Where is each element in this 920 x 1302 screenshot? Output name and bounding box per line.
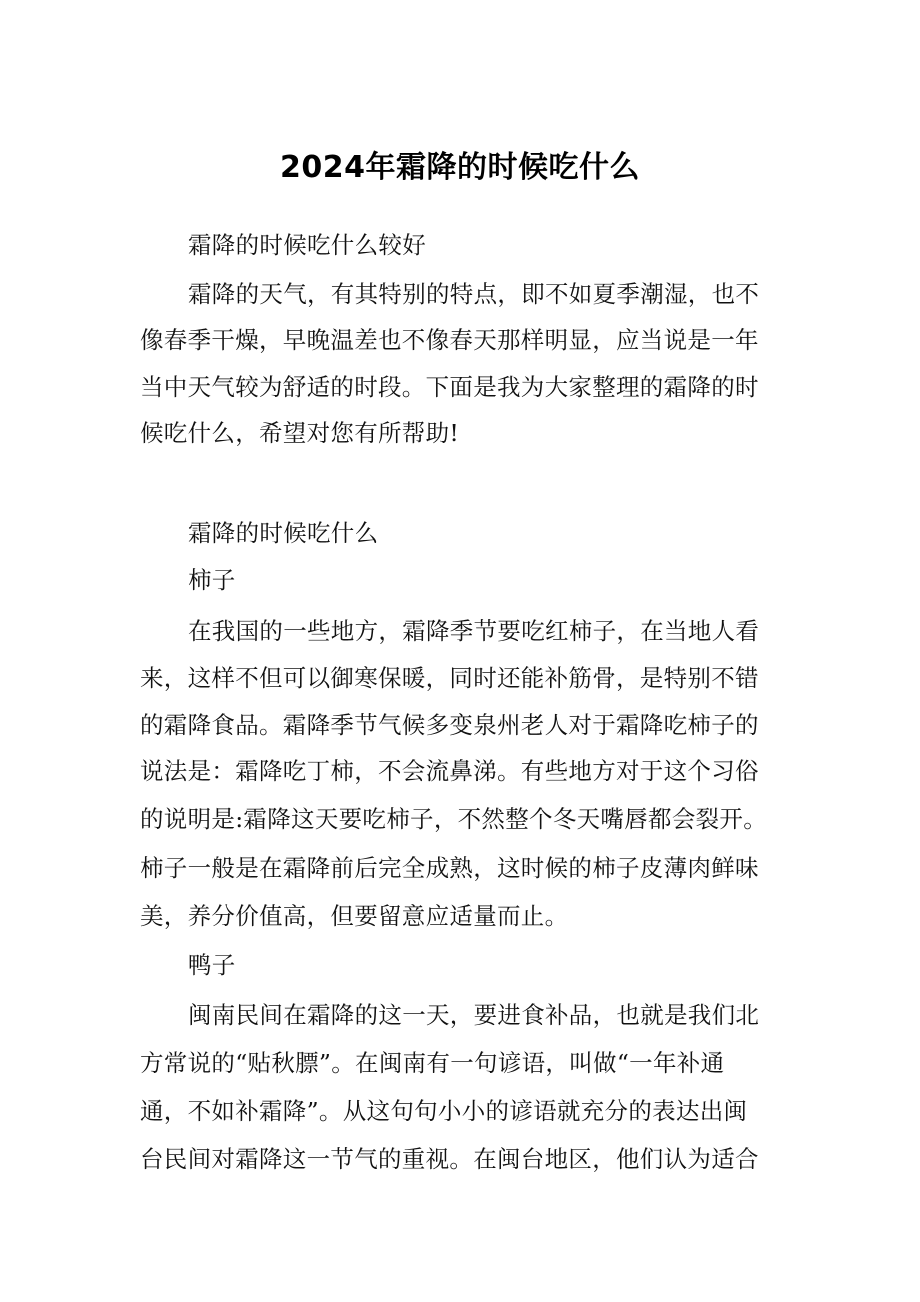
paragraph-line: 说法是：霜降吃丁柿，不会流鼻涕。有些地方对于这个习俗 [140,757,759,785]
paragraph-line: 通，不如补霜降”。从这句句小小的谚语就充分的表达出闽 [140,1097,748,1125]
paragraph-line: 的说明是:霜降这天要吃柿子，不然整个冬天嘴唇都会裂开。 [140,805,768,833]
paragraph-line: 柿子一般是在霜降前后完全成熟，这时候的柿子皮薄肉鲜味 [140,854,759,882]
paragraph-line: 霜降的天气，有其特别的特点，即不如夏季潮湿，也不 [188,280,760,308]
paragraph-line: 当中天气较为舒适的时段。下面是我为大家整理的霜降的时 [140,373,759,401]
paragraph-line: 美，养分价值高，但要留意应适量而止。 [140,902,569,930]
item-heading: 柿子 [188,566,236,594]
paragraph-line: 的霜降食品。霜降季节气候多变泉州老人对于霜降吃柿子的 [140,711,759,739]
section-heading: 霜降的时候吃什么较好 [188,231,426,259]
paragraph-line: 来，这样不但可以御寒保暖，同时还能补筋骨，是特别不错 [140,664,759,692]
paragraph-line: 在我国的一些地方，霜降季节要吃红柿子，在当地人看 [188,617,760,645]
paragraph-line: 台民间对霜降这一节气的重视。在闽台地区，他们认为适合 [140,1145,759,1173]
section-heading: 霜降的时候吃什么 [188,519,379,547]
paragraph-line: 像春季干燥，早晚温差也不像春天那样明显，应当说是一年 [140,326,759,354]
paragraph-line: 候吃什么，希望对您有所帮助! [140,419,460,447]
item-heading: 鸭子 [188,951,236,979]
document-title: 2024年霜降的时候吃什么 [280,150,640,185]
paragraph-line: 闽南民间在霜降的这一天，要进食补品，也就是我们北 [188,1001,760,1029]
paragraph-line: 方常说的“贴秋膘”。在闽南有一句谚语，叫做“一年补通 [140,1049,725,1077]
